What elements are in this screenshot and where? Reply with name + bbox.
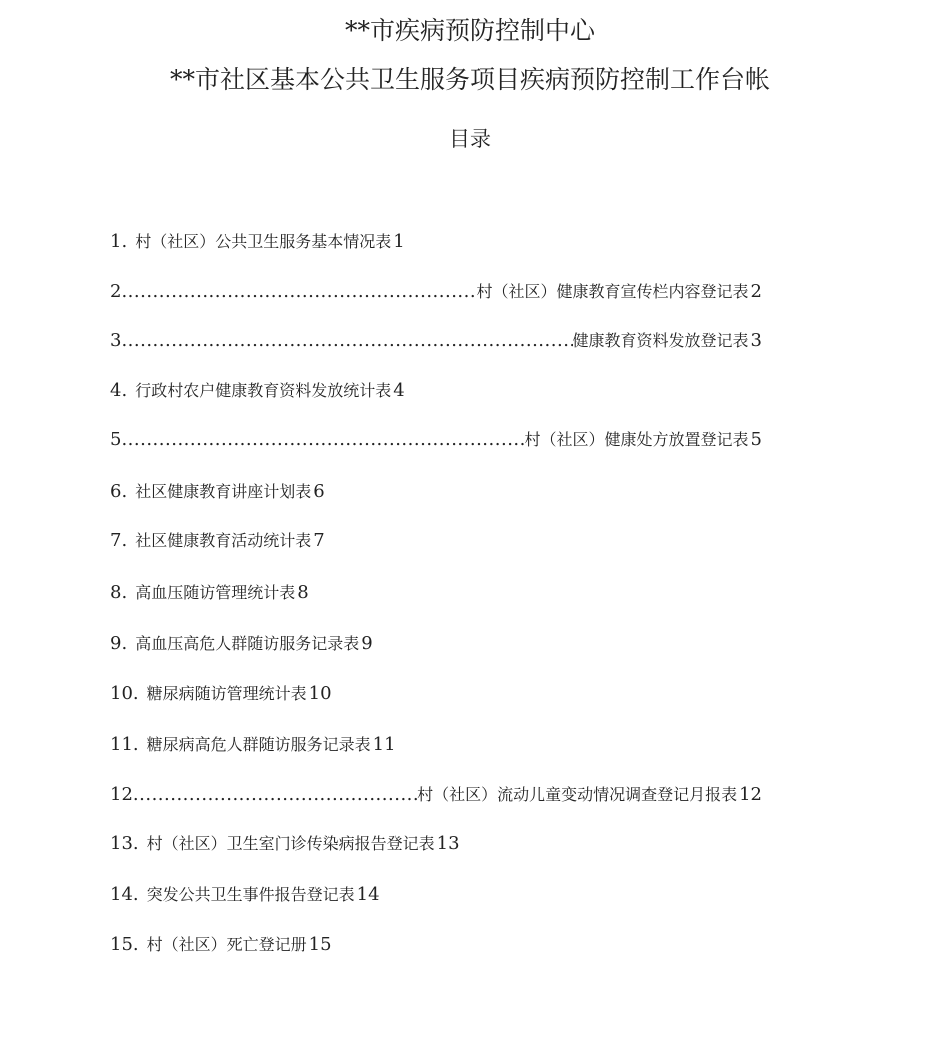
toc-entry-label: 村（社区）健康处方放置登记表: [524, 430, 749, 449]
toc-entry-label: 糖尿病随访管理统计表: [146, 684, 307, 703]
toc-entry-11[interactable]: [110, 731, 396, 759]
organization-title: **市疾病预防控制中心: [344, 16, 595, 45]
toc-entry-page: 5: [750, 429, 762, 450]
toc-entry-1[interactable]: [110, 228, 405, 256]
toc-dot-leader: [121, 278, 476, 306]
toc-entry-5[interactable]: [110, 426, 762, 454]
toc-entry-9[interactable]: [110, 630, 373, 658]
toc-entry-page: 2: [750, 281, 762, 302]
toc-entry-label: 社区健康教育活动统计表: [135, 531, 312, 550]
toc-entry-page: 10: [308, 683, 332, 704]
toc-dot-leader: [121, 327, 572, 355]
toc-entry-2[interactable]: [110, 278, 762, 306]
toc-dot-leader: [121, 426, 524, 454]
toc-entry-page: 9: [361, 633, 373, 654]
toc-entry-page: 13: [436, 833, 460, 854]
toc-entry-number: 9.: [110, 633, 128, 654]
toc-entry-label: 糖尿病高危人群随访服务记录表: [146, 735, 371, 754]
toc-entry-13[interactable]: [110, 830, 460, 858]
toc-entry-page: 12: [739, 784, 762, 805]
toc-entry-number: 8.: [110, 582, 128, 603]
toc-entry-number: 3: [110, 330, 122, 351]
toc-entry-number: 15.: [110, 934, 139, 955]
toc-entry-number: 13.: [110, 833, 139, 854]
toc-entry-3[interactable]: [110, 327, 762, 355]
toc-entry-label: 村（社区）流动儿童变动情况调查登记月报表: [417, 785, 738, 804]
toc-entry-label: 村（社区）死亡登记册: [146, 935, 307, 954]
toc-entry-number: 7.: [110, 530, 128, 551]
toc-entry-number: 11.: [110, 734, 139, 755]
toc-entry-number: 4.: [110, 380, 128, 401]
table-of-contents-heading: 目录: [449, 127, 491, 151]
toc-entry-page: 1: [393, 231, 405, 252]
toc-entry-number: 10.: [110, 683, 139, 704]
toc-entry-6[interactable]: [110, 478, 325, 506]
toc-entry-page: 3: [750, 330, 762, 351]
toc-entry-label: 社区健康教育讲座计划表: [135, 482, 312, 501]
toc-entry-label: 突发公共卫生事件报告登记表: [146, 885, 355, 904]
toc-entry-page: 8: [297, 582, 309, 603]
document-main-title: **市社区基本公共卫生服务项目疾病预防控制工作台帐: [169, 65, 770, 94]
toc-entry-page: 14: [356, 884, 380, 905]
toc-entry-7[interactable]: [110, 527, 325, 555]
toc-entry-label: 高血压随访管理统计表: [135, 583, 296, 602]
toc-entry-label: 健康教育资料发放登记表: [572, 331, 749, 350]
toc-entry-10[interactable]: [110, 680, 332, 708]
toc-entry-4[interactable]: [110, 377, 405, 405]
toc-entry-label: 行政村农户健康教育资料发放统计表: [135, 381, 392, 400]
toc-entry-label: 高血压高危人群随访服务记录表: [135, 634, 360, 653]
toc-entry-number: 12: [110, 784, 133, 805]
toc-entry-label: 村（社区）健康教育宣传栏内容登记表: [476, 282, 749, 301]
toc-entry-number: 5: [110, 429, 122, 450]
toc-entry-number: 1.: [110, 231, 128, 252]
toc-entry-12[interactable]: [110, 781, 762, 809]
toc-entry-15[interactable]: [110, 931, 332, 959]
toc-entry-label: 村（社区）公共卫生服务基本情况表: [135, 232, 392, 251]
toc-entry-page: 6: [313, 481, 325, 502]
toc-entry-number: 2: [110, 281, 122, 302]
toc-entry-page: 4: [393, 380, 405, 401]
toc-entry-8[interactable]: [110, 579, 309, 607]
toc-entry-page: 7: [313, 530, 325, 551]
toc-entry-label: 村（社区）卫生室门诊传染病报告登记表: [146, 834, 435, 853]
toc-dot-leader: [133, 781, 417, 809]
toc-entry-14[interactable]: [110, 881, 380, 909]
toc-entry-page: 11: [372, 734, 396, 755]
toc-entry-number: 6.: [110, 481, 128, 502]
toc-entry-page: 15: [308, 934, 332, 955]
toc-entry-number: 14.: [110, 884, 139, 905]
